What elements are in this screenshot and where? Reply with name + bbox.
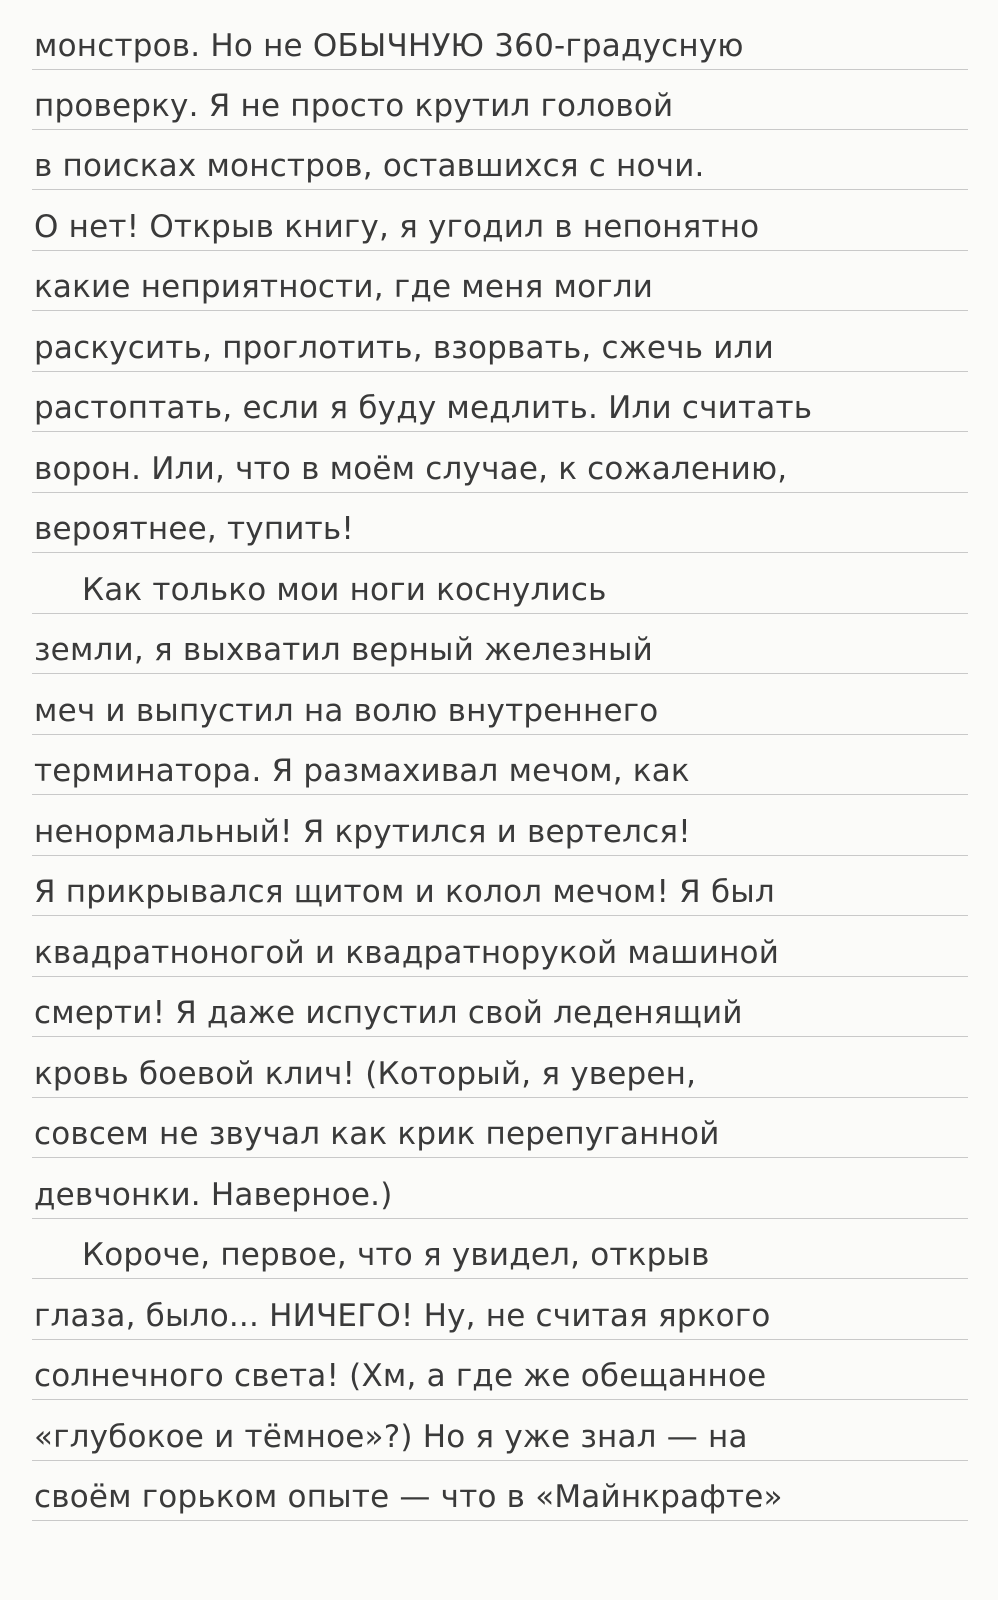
line-rule <box>32 1278 968 1279</box>
line-rule <box>32 69 968 70</box>
text-line <box>0 858 998 918</box>
line-rule <box>32 492 968 493</box>
line-rule <box>32 189 968 190</box>
text-line <box>0 1100 998 1160</box>
text-line <box>0 193 998 253</box>
text-line <box>0 495 998 555</box>
text-line <box>0 677 998 737</box>
text-line <box>0 374 998 434</box>
line-rule <box>32 1520 968 1521</box>
line-rule <box>32 552 968 553</box>
line-text: «глубокое и тёмное»?) Но я уже знал — на <box>34 1419 748 1455</box>
line-rule <box>32 855 968 856</box>
line-rule <box>32 915 968 916</box>
text-line <box>0 979 998 1039</box>
line-rule <box>32 976 968 977</box>
line-text: кровь боевой клич! (Который, я уверен, <box>34 1056 697 1092</box>
text-line <box>0 314 998 374</box>
line-text: своём горьком опыте — что в «Майнкрафте» <box>34 1479 783 1515</box>
line-rule <box>32 431 968 432</box>
line-text: смерти! Я даже испустил свой леденящий <box>34 995 743 1031</box>
line-rule <box>32 673 968 674</box>
line-text: глаза, было... НИЧЕГО! Ну, не считая яркого <box>34 1298 771 1334</box>
line-rule <box>32 1036 968 1037</box>
line-rule <box>32 1460 968 1461</box>
line-text: солнечного света! (Хм, а где же обещанное <box>34 1358 767 1394</box>
line-text: совсем не звучал как крик перепуганной <box>34 1116 720 1152</box>
line-rule <box>32 1218 968 1219</box>
line-rule <box>32 1097 968 1098</box>
line-rule <box>32 794 968 795</box>
line-text: О нет! Открыв книгу, я угодил в непонятно <box>34 209 760 245</box>
line-text: меч и выпустил на волю внутреннего <box>34 693 659 729</box>
line-text: Как только мои ноги коснулись <box>82 572 607 608</box>
text-line <box>0 435 998 495</box>
line-text: в поисках монстров, оставшихся с ночи. <box>34 148 705 184</box>
line-text: проверку. Я не просто крутил головой <box>34 88 674 124</box>
line-rule <box>32 1339 968 1340</box>
text-line <box>0 1403 998 1463</box>
line-text: ворон. Или, что в моём случае, к сожалению, <box>34 451 788 487</box>
line-text: Короче, первое, что я увидел, открыв <box>82 1237 710 1273</box>
line-text: терминатора. Я размахивал мечом, как <box>34 753 690 789</box>
line-text: Я прикрывался щитом и колол мечом! Я был <box>34 874 775 910</box>
line-text: растоптать, если я буду медлить. Или считать <box>34 390 813 426</box>
line-text: квадратноногой и квадратнорукой машиной <box>34 935 780 971</box>
text-line <box>0 1282 998 1342</box>
text-line <box>0 919 998 979</box>
line-text: ненормальный! Я крутился и вертелся! <box>34 814 691 850</box>
line-rule <box>32 129 968 130</box>
text-line <box>0 1342 998 1402</box>
text-line <box>0 132 998 192</box>
line-rule <box>32 250 968 251</box>
text-line <box>0 1221 998 1281</box>
line-text: вероятнее, тупить! <box>34 511 354 547</box>
line-rule <box>32 310 968 311</box>
line-text: монстров. Но не ОБЫЧНУЮ 360-градусную <box>34 28 744 64</box>
line-text: девчонки. Наверное.) <box>34 1177 393 1213</box>
text-line <box>0 737 998 797</box>
line-rule <box>32 1399 968 1400</box>
line-text: какие неприятности, где меня могли <box>34 269 654 305</box>
text-line <box>0 1463 998 1523</box>
line-text: раскусить, проглотить, взорвать, сжечь или <box>34 330 774 366</box>
text-line <box>0 798 998 858</box>
text-line <box>0 72 998 132</box>
line-text: земли, я выхватил верный железный <box>34 632 653 668</box>
text-line <box>0 253 998 313</box>
text-line <box>0 556 998 616</box>
line-rule <box>32 371 968 372</box>
text-line <box>0 1161 998 1221</box>
text-line <box>0 616 998 676</box>
line-rule <box>32 613 968 614</box>
text-line <box>0 1040 998 1100</box>
text-line <box>0 12 998 72</box>
line-rule <box>32 1157 968 1158</box>
line-rule <box>32 734 968 735</box>
